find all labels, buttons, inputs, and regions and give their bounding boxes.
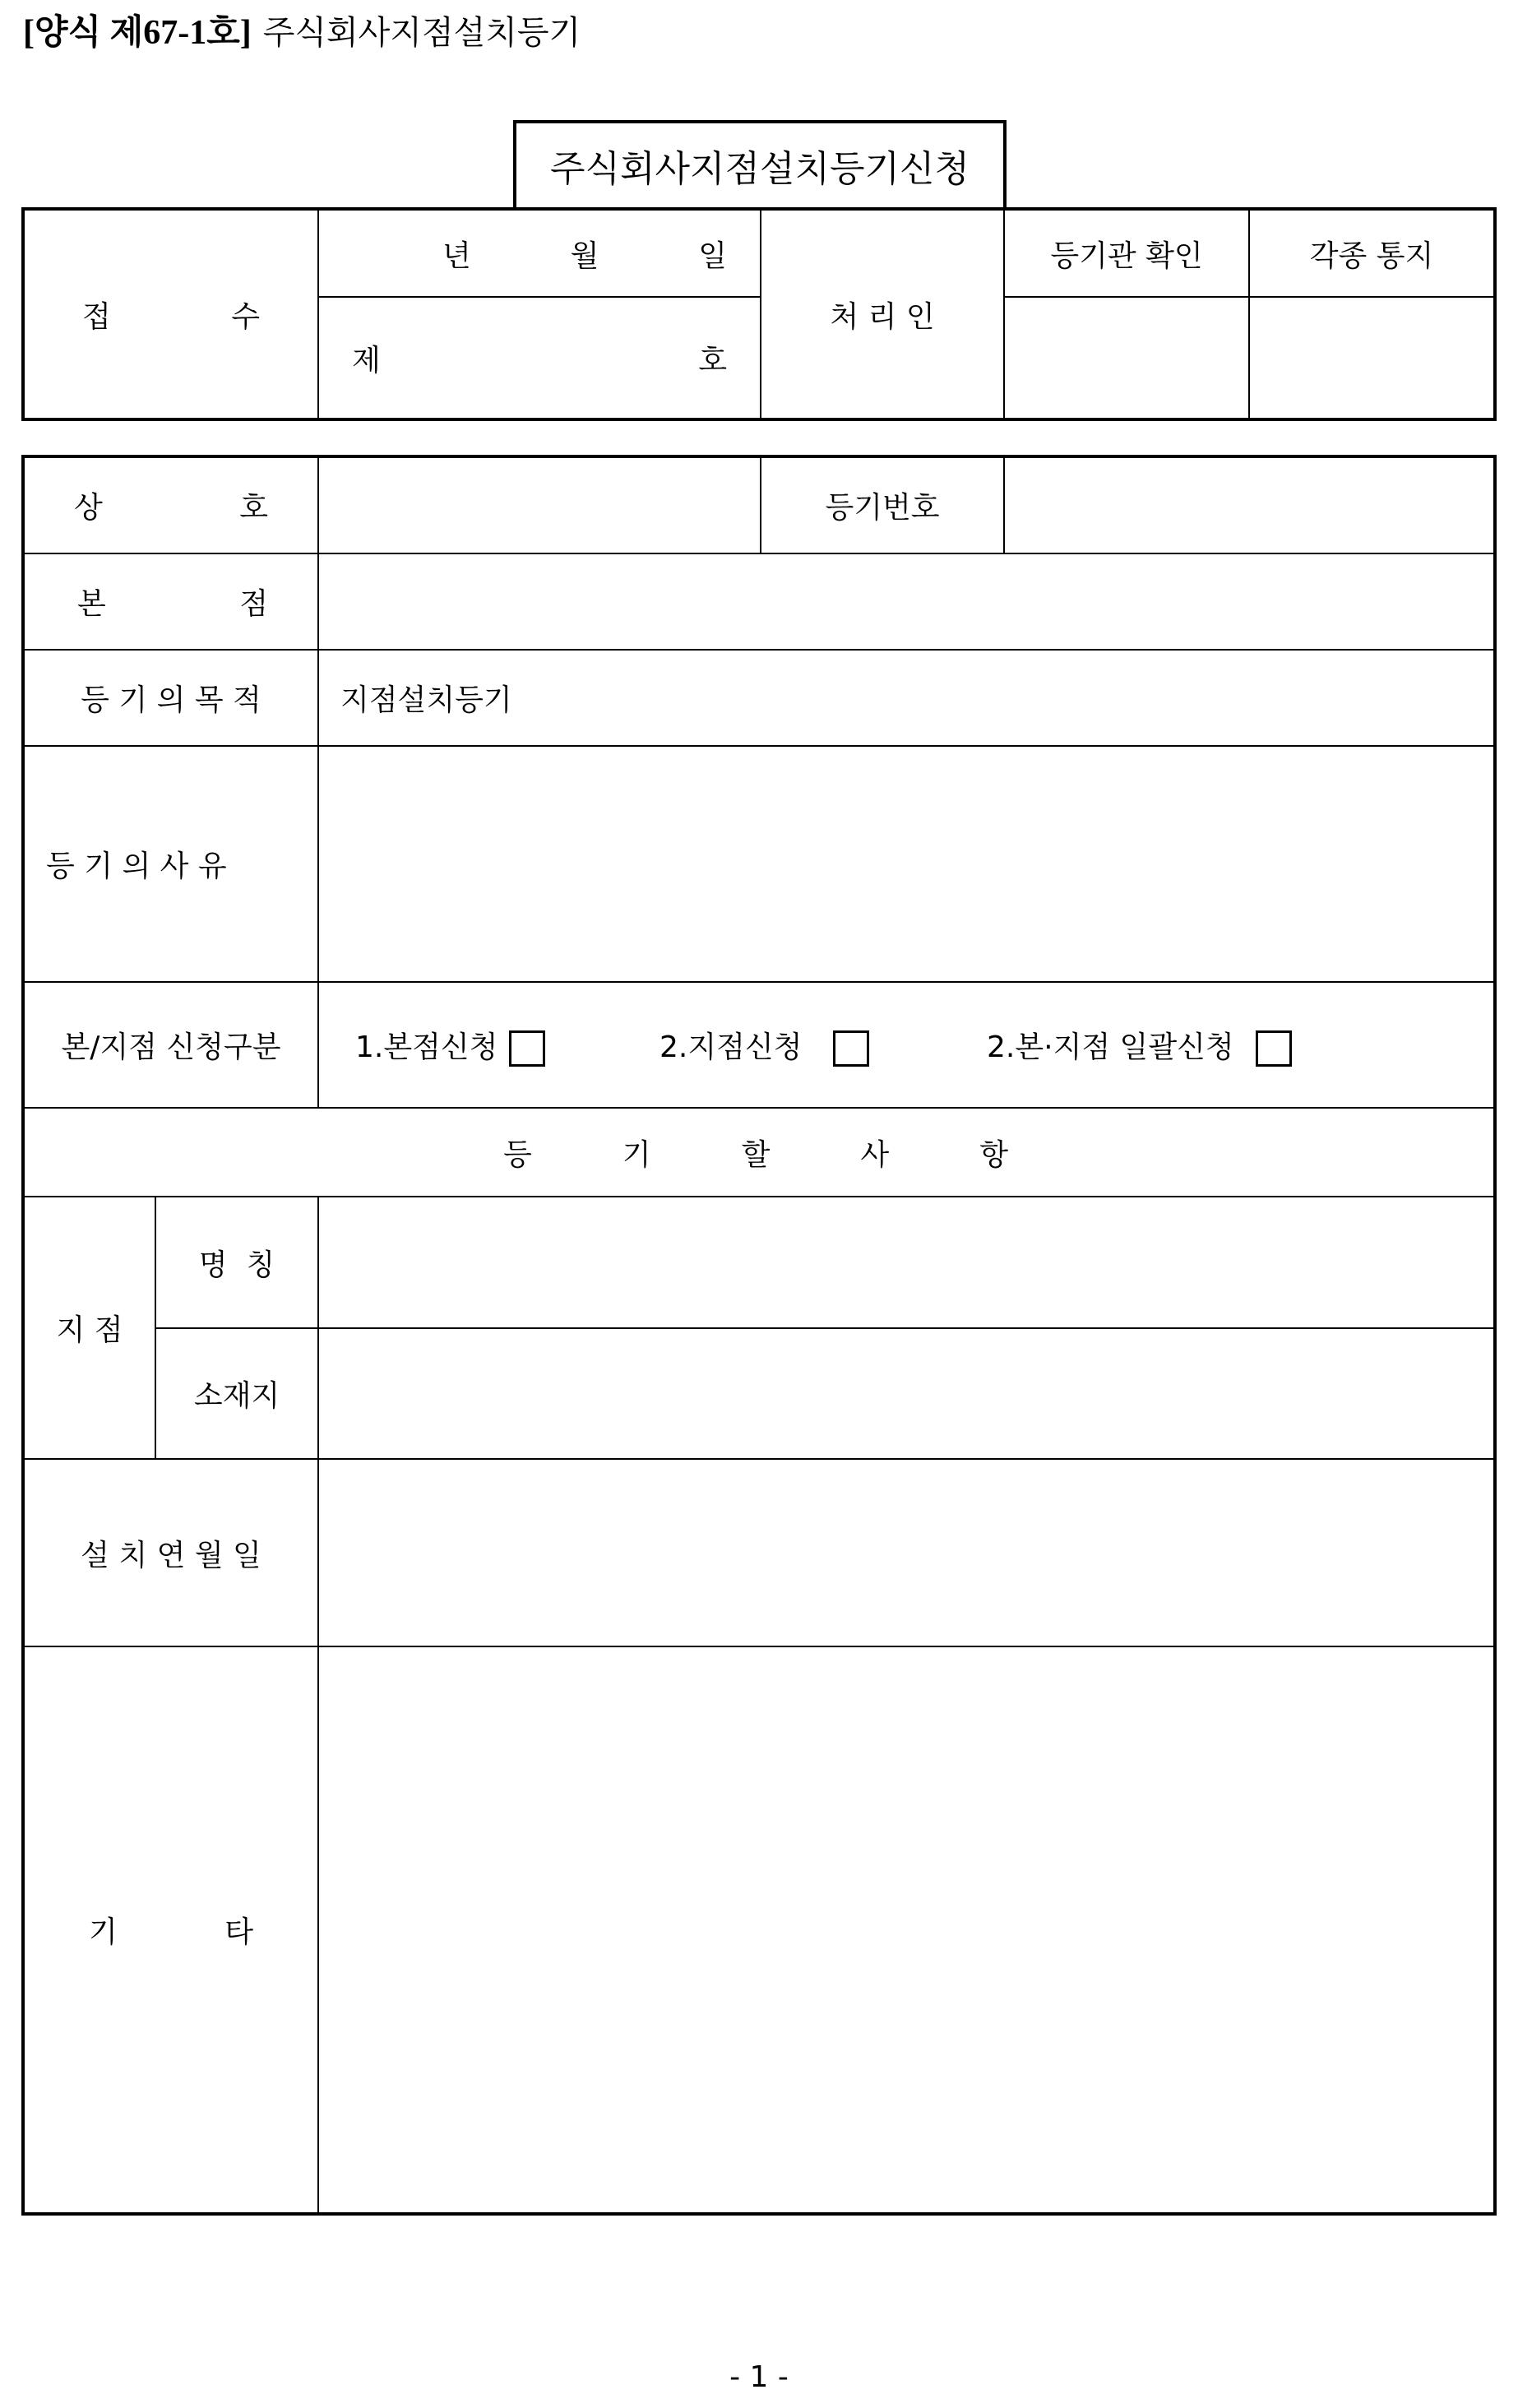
notifications-header xyxy=(1249,210,1494,297)
receipt-number-cell[interactable] xyxy=(318,297,761,419)
reg-number-field[interactable] xyxy=(1004,457,1494,553)
purpose-label: 등 기 의 목 적 xyxy=(81,683,261,717)
date-month-label: 월 xyxy=(570,238,599,273)
option-bulk[interactable] xyxy=(987,1024,1292,1067)
items-header-char-5: 항 xyxy=(979,1137,1008,1172)
registrar-confirm-field[interactable] xyxy=(1004,297,1249,419)
install-date-label-cell xyxy=(24,1459,318,1646)
purpose-label-cell xyxy=(24,650,318,746)
registrar-confirm-label: 등기관 확인 xyxy=(1050,238,1203,273)
application-type-options xyxy=(318,982,1494,1108)
receipt-label-cell xyxy=(24,210,318,419)
purpose-value: 지점설치등기 xyxy=(340,683,512,717)
reason-label-cell xyxy=(24,746,318,982)
processor-cell xyxy=(761,210,1004,419)
reason-field[interactable] xyxy=(318,746,1494,982)
branch-label-cell xyxy=(24,1197,155,1459)
reg-number-label-cell xyxy=(761,457,1004,553)
branch-location-field[interactable] xyxy=(318,1328,1494,1459)
branch-name-field[interactable] xyxy=(318,1197,1494,1328)
page-number: - 1 - xyxy=(729,2360,789,2394)
application-table xyxy=(23,456,1495,2214)
option-head-office-label: 1.본점신청 xyxy=(355,1030,498,1064)
trade-name-label-2: 호 xyxy=(239,491,268,525)
option-branch-label: 2.지점신청 xyxy=(659,1030,803,1064)
form-header xyxy=(23,5,581,54)
head-office-label-cell xyxy=(24,553,318,650)
head-office-checkbox[interactable] xyxy=(509,1030,545,1067)
form-name: 주식회사지점설치등기 xyxy=(262,14,581,52)
items-header-char-1: 등 xyxy=(503,1137,532,1172)
other-label-cell xyxy=(24,1646,318,2213)
head-office-label-2: 점 xyxy=(239,587,268,621)
other-field[interactable] xyxy=(318,1646,1494,2213)
items-header-char-4: 사 xyxy=(860,1137,890,1172)
registrar-confirm-header xyxy=(1004,210,1249,297)
trade-name-field[interactable] xyxy=(318,457,761,553)
receipt-date-cell[interactable] xyxy=(318,210,761,297)
application-type-label-cell xyxy=(24,982,318,1108)
date-day-label: 일 xyxy=(698,238,727,273)
receipt-label-2: 수 xyxy=(231,299,260,334)
install-date-field[interactable] xyxy=(318,1459,1494,1646)
other-label-2: 타 xyxy=(224,1915,253,1949)
reg-number-label: 등기번호 xyxy=(825,491,940,525)
head-office-label-1: 본 xyxy=(77,587,106,621)
other-label-1: 기 xyxy=(89,1915,118,1949)
purpose-field[interactable] xyxy=(318,650,1494,746)
bulk-checkbox[interactable] xyxy=(1256,1030,1292,1067)
registration-items-header xyxy=(24,1108,1494,1197)
date-year-label: 년 xyxy=(442,238,471,273)
application-type-label: 본/지점 신청구분 xyxy=(61,1030,281,1064)
branch-location-label-cell xyxy=(155,1328,318,1459)
trade-name-label-cell xyxy=(24,457,318,553)
branch-checkbox[interactable] xyxy=(833,1030,869,1067)
install-date-label: 설 치 연 월 일 xyxy=(81,1538,261,1572)
items-header-char-2: 기 xyxy=(622,1137,651,1172)
notifications-field[interactable] xyxy=(1249,297,1494,419)
processor-label: 처 리 인 xyxy=(830,299,935,334)
head-office-field[interactable] xyxy=(318,553,1494,650)
receipt-label-1: 접 xyxy=(82,299,111,334)
form-number: [양식 제67-1호] xyxy=(23,14,252,52)
number-prefix-label: 제 xyxy=(352,343,381,377)
option-bulk-label: 2.본·지점 일괄신청 xyxy=(987,1030,1234,1064)
trade-name-label-1: 상 xyxy=(74,491,103,525)
option-head-office[interactable] xyxy=(355,1024,545,1067)
receipt-table xyxy=(23,209,1495,419)
branch-label: 지 점 xyxy=(56,1313,123,1347)
branch-name-label-cell xyxy=(155,1197,318,1328)
items-header-char-3: 할 xyxy=(741,1137,771,1172)
branch-location-label: 소재지 xyxy=(193,1379,280,1413)
notifications-label: 각종 통지 xyxy=(1309,238,1434,273)
reason-label: 등 기 의 사 유 xyxy=(46,850,227,883)
branch-name-label: 명 칭 xyxy=(198,1248,275,1282)
option-branch[interactable] xyxy=(659,1024,869,1067)
number-suffix-label: 호 xyxy=(698,343,727,377)
document-title: 주식회사지점설치등기신청 xyxy=(513,120,1007,211)
